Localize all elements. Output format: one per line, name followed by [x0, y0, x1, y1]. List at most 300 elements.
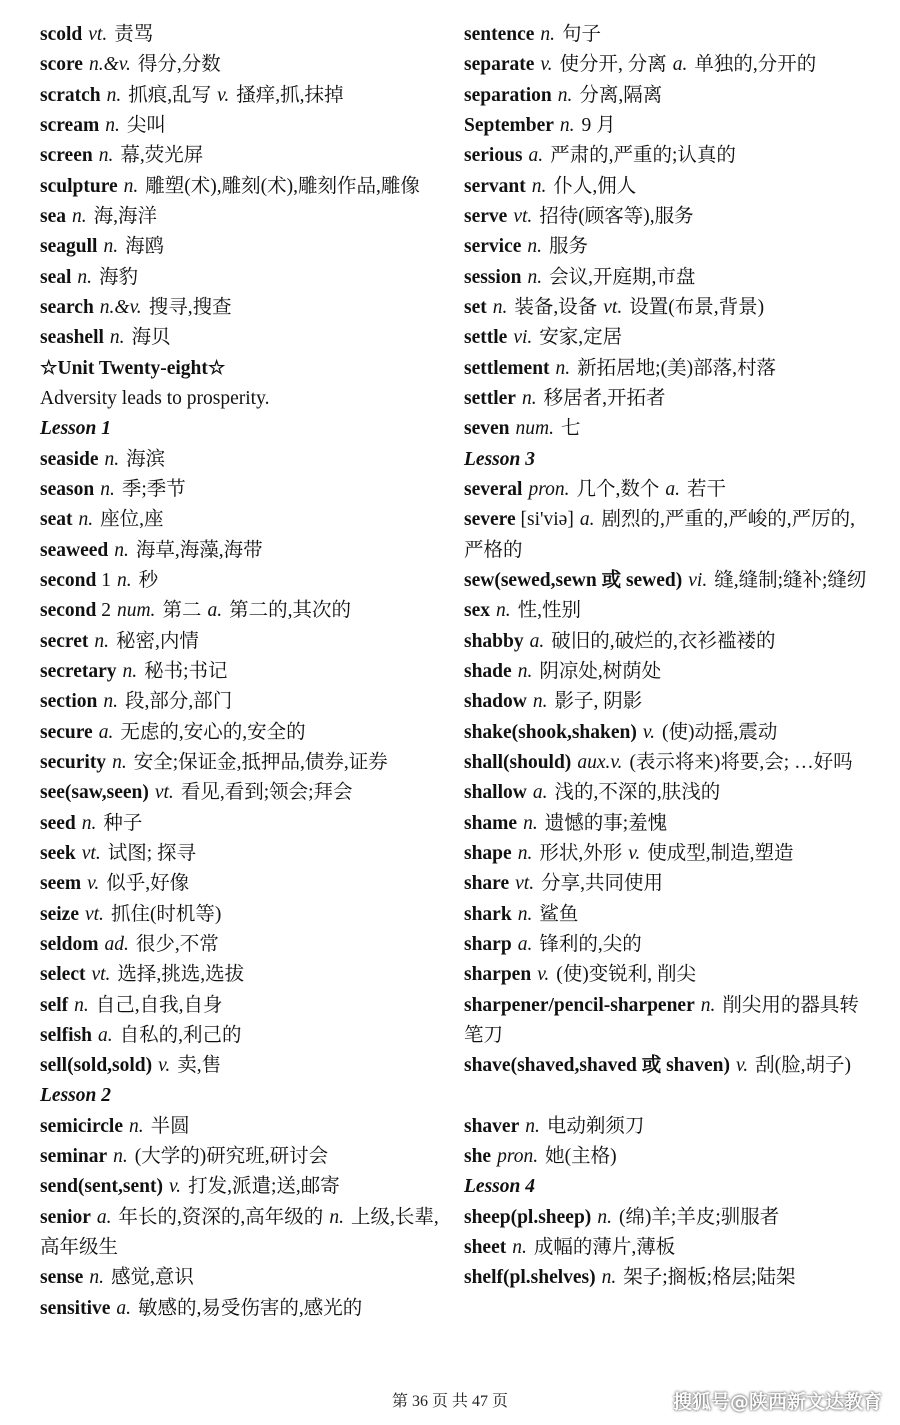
meaning: (绵)羊;羊皮;驯服者: [618, 1206, 780, 1228]
meaning: 抓住(时机等): [110, 903, 222, 925]
part-of-speech: a.: [207, 600, 223, 622]
meaning: 成幅的薄片,薄板: [533, 1237, 676, 1259]
vocab-entry: [40, 445, 440, 475]
vocab-word: seashell: [40, 327, 104, 349]
meaning: 几个,数个: [576, 478, 660, 500]
vocab-word: session: [464, 266, 522, 288]
meaning: 雕塑(术),雕刻(术),雕刻作品,雕像: [145, 175, 420, 197]
meaning: 上级,长辈,高年级生: [40, 1206, 439, 1259]
part-of-speech: v.: [736, 1055, 749, 1077]
watermark: 搜狐号@陕西新文达教育: [672, 1391, 882, 1413]
meaning: 鲨鱼: [539, 903, 579, 925]
part-of-speech: n.: [601, 1267, 617, 1289]
vocab-entry: [464, 50, 874, 80]
vocab-word: settler: [464, 387, 516, 409]
part-of-speech: vt.: [603, 296, 623, 318]
meaning: 秘密,内情: [115, 630, 199, 652]
part-of-speech: n.: [98, 145, 114, 167]
vocab-word: seed: [40, 812, 76, 834]
vocab-word: serious: [464, 145, 523, 167]
part-of-speech: a.: [517, 933, 533, 955]
meaning: 海,海洋: [93, 205, 158, 227]
vocab-entry: [40, 323, 440, 353]
vocab-entry: [464, 869, 874, 899]
meaning: 搜寻,搜查: [148, 296, 232, 318]
vocab-entry: [464, 232, 874, 262]
vocab-entry: [464, 141, 874, 171]
vocab-entry: [464, 778, 874, 808]
meaning: 句子: [562, 24, 602, 45]
meaning: 似乎,好像: [106, 873, 190, 895]
vocab-entry: [464, 1051, 874, 1081]
part-of-speech: n.: [523, 812, 538, 834]
vocab-word: sell(sold,sold): [40, 1055, 153, 1077]
part-of-speech: vt.: [88, 24, 108, 45]
meaning: 招待(顾客等),服务: [539, 205, 694, 227]
vocab-word: seal: [40, 266, 72, 288]
meaning: 形状,外形: [539, 842, 623, 864]
sense-number: 2: [101, 600, 111, 622]
part-of-speech: n.: [700, 994, 716, 1016]
part-of-speech: ad.: [104, 933, 129, 955]
vocab-entry: [464, 1203, 874, 1233]
blank-line: [464, 1081, 874, 1111]
vocab-entry: [40, 596, 440, 626]
vocab-word: sea: [40, 205, 66, 227]
part-of-speech: v.: [642, 721, 655, 743]
meaning: 刮(脸,胡子): [755, 1055, 851, 1077]
vocab-word: sharp: [464, 933, 512, 955]
meaning: 破旧的,破烂的,衣衫褴褛的: [551, 630, 776, 652]
vocab-entry: [40, 1051, 440, 1081]
meaning: 影子, 阴影: [554, 691, 643, 713]
vocab-entry: [464, 20, 874, 50]
part-of-speech: n.: [122, 660, 138, 682]
meaning: 海草,海藻,海带: [135, 539, 263, 561]
part-of-speech: n.: [113, 1146, 128, 1168]
part-of-speech: vi.: [688, 569, 708, 591]
vocab-word: screen: [40, 145, 93, 167]
meaning: 第二的,其次的: [229, 600, 351, 622]
part-of-speech: a.: [672, 54, 688, 76]
meaning: 服务: [549, 236, 589, 258]
vocab-entry: [464, 202, 874, 232]
meaning: 会议,开庭期,市盘: [549, 266, 696, 288]
vocab-entry: [464, 960, 874, 990]
vocab-entry: [40, 141, 440, 171]
part-of-speech: n.: [532, 691, 548, 713]
meaning: 设置(布景,背景): [629, 296, 765, 318]
meaning: 段,部分,部门: [125, 691, 233, 713]
vocab-entry: [40, 960, 440, 990]
meaning: 种子: [103, 812, 143, 834]
meaning: 海滨: [126, 448, 166, 470]
part-of-speech: v.: [168, 1176, 182, 1198]
part-of-speech: n.: [525, 1115, 540, 1137]
vocab-word: set: [464, 296, 487, 318]
meaning: (大学的)研究班,研讨会: [134, 1146, 329, 1168]
part-of-speech: n.: [512, 1237, 527, 1259]
part-of-speech: n.: [105, 114, 120, 136]
meaning: 使成型,制造,塑造: [647, 842, 794, 864]
part-of-speech: n.: [559, 114, 575, 136]
vocab-entry: [464, 809, 874, 839]
part-of-speech: a.: [528, 145, 544, 167]
vocab-word: service: [464, 236, 522, 258]
vocab-entry: [40, 81, 440, 111]
vocab-entry: [40, 718, 440, 748]
part-of-speech: pron.: [528, 478, 570, 500]
vocab-word: serve: [464, 205, 508, 227]
part-of-speech: n.: [517, 903, 533, 925]
vocab-entry: [464, 81, 874, 111]
vocab-word: shelf(pl.shelves): [464, 1267, 596, 1289]
meaning: 仆人,佣人: [553, 175, 637, 197]
vocab-entry: [464, 323, 874, 353]
vocab-entry: [40, 172, 440, 202]
meaning: 无虑的,安心的,安全的: [120, 721, 306, 743]
vocab-word: shallow: [464, 782, 527, 804]
meaning: 安家,定居: [539, 327, 623, 349]
meaning: 卖,售: [177, 1055, 222, 1077]
part-of-speech: v.: [217, 84, 230, 106]
vocab-word: shark: [464, 903, 512, 925]
vocab-word: semicircle: [40, 1115, 124, 1137]
vocab-entry: [40, 1172, 440, 1202]
vocab-word: scream: [40, 114, 100, 136]
meaning: 选择,挑选,选拔: [117, 964, 245, 986]
vocab-word: sense: [40, 1267, 84, 1289]
part-of-speech: vi.: [513, 327, 533, 349]
part-of-speech: n.&v.: [88, 54, 131, 76]
vocab-entry: [40, 657, 440, 687]
part-of-speech: vt.: [154, 782, 174, 804]
vocab-entry: [40, 1263, 440, 1293]
vocab-entry: [464, 991, 874, 1052]
part-of-speech: v.: [540, 54, 553, 76]
meaning: 9 月: [581, 114, 616, 136]
part-of-speech: n.: [527, 266, 543, 288]
vocab-word: seat: [40, 509, 73, 531]
motto-text: Adversity leads to prosperity.: [40, 387, 270, 409]
vocab-word: shabby: [464, 630, 524, 652]
part-of-speech: v.: [628, 842, 641, 864]
vocab-word: search: [40, 296, 94, 318]
vocab-word: shade: [464, 660, 512, 682]
meaning: 分享,共同使用: [541, 873, 663, 895]
vocab-entry: [464, 263, 874, 293]
part-of-speech: vt.: [81, 842, 101, 864]
vocab-word: separation: [464, 84, 552, 106]
vocab-word: seem: [40, 873, 82, 895]
vocab-entry: [40, 475, 440, 505]
vocab-entry: [464, 414, 874, 444]
part-of-speech: n.: [94, 630, 109, 652]
meaning: 感觉,意识: [110, 1267, 194, 1289]
meaning: 幕,荧光屏: [120, 145, 204, 167]
meaning: 秒: [138, 569, 159, 591]
vocab-word: settle: [464, 327, 508, 349]
part-of-speech: n.: [81, 812, 97, 834]
vocab-entry: [464, 1112, 874, 1142]
part-of-speech: a.: [529, 630, 545, 652]
vocab-word: scratch: [40, 84, 101, 106]
part-of-speech: n.: [109, 327, 125, 349]
meaning: 她(主格): [545, 1146, 617, 1168]
vocab-word: shaver: [464, 1115, 520, 1137]
meaning: 秘书;书记: [144, 660, 228, 682]
part-of-speech: n.: [89, 1267, 104, 1289]
part-of-speech: n.&v.: [99, 296, 142, 318]
vocab-entry: [40, 1112, 440, 1142]
part-of-speech: v.: [537, 964, 550, 986]
vocab-entry: [40, 1021, 440, 1051]
vocab-entry: [464, 718, 874, 748]
part-of-speech: n.: [103, 691, 119, 713]
vocab-word: section: [40, 691, 98, 713]
part-of-speech: a.: [579, 509, 595, 531]
vocab-entry: [464, 748, 874, 778]
vocab-word: security: [40, 751, 107, 773]
meaning: 缝,缝制;缝补;缝纫: [714, 569, 867, 591]
lesson-heading: Lesson 4: [464, 1176, 535, 1198]
vocab-word: see(saw,seen): [40, 782, 149, 804]
vocab-entry: [40, 20, 440, 50]
vocab-entry: [40, 536, 440, 566]
vocab-entry: [464, 172, 874, 202]
vocab-word: seaside: [40, 448, 99, 470]
lesson-heading: Lesson 3: [464, 448, 535, 470]
part-of-speech: vt.: [513, 205, 533, 227]
meaning: 季;季节: [121, 478, 186, 500]
vocab-word: servant: [464, 175, 526, 197]
part-of-speech: n.: [527, 236, 543, 258]
meaning: 新拓居地;(美)部落,村落: [577, 357, 776, 379]
vocab-entry: [40, 687, 440, 717]
meaning: 看见,看到;领会;拜会: [180, 782, 353, 804]
part-of-speech: n.: [72, 205, 87, 227]
vocab-word: sheep(pl.sheep): [464, 1206, 592, 1228]
phonetic: [si'viə]: [520, 509, 574, 531]
part-of-speech: n.: [123, 175, 139, 197]
meaning: 年长的,资深的,高年级的: [118, 1206, 324, 1228]
vocab-entry: [464, 687, 874, 717]
vocab-word: sensitive: [40, 1297, 111, 1319]
meaning: 自私的,利己的: [119, 1024, 242, 1046]
vocab-word: send(sent,sent): [40, 1176, 163, 1198]
part-of-speech: n.: [116, 569, 132, 591]
vocab-entry: [40, 930, 440, 960]
vocab-entry: [464, 505, 874, 566]
vocab-word: seven: [464, 418, 510, 440]
lesson-heading: Lesson 1: [40, 418, 111, 440]
vocab-word: settlement: [464, 357, 550, 379]
vocab-word: September: [464, 114, 554, 136]
sense-number: 1: [101, 569, 111, 591]
vocab-word: severe: [464, 509, 516, 531]
part-of-speech: n.: [597, 1206, 612, 1228]
vocab-word: seaweed: [40, 539, 109, 561]
vocab-word: shave(shaved,shaved 或 shaven): [464, 1055, 731, 1077]
part-of-speech: n.: [103, 236, 119, 258]
part-of-speech: pron.: [497, 1146, 539, 1168]
part-of-speech: n.: [531, 175, 547, 197]
vocab-entry: [464, 657, 874, 687]
vocab-entry: [40, 627, 440, 657]
meaning: (使)变锐利, 削尖: [556, 964, 697, 986]
meaning: 抓痕,乱写: [128, 84, 212, 106]
part-of-speech: vt.: [515, 873, 535, 895]
part-of-speech: n.: [78, 509, 94, 531]
vocab-entry: [40, 809, 440, 839]
vocab-entry: [464, 293, 874, 323]
meaning: 搔痒,抓,抹掉: [236, 84, 344, 106]
vocab-entry: [40, 202, 440, 232]
part-of-speech: n.: [521, 387, 537, 409]
meaning: 试图; 探寻: [107, 842, 196, 864]
part-of-speech: a.: [665, 478, 680, 500]
vocab-entry: [464, 354, 874, 384]
vocab-entry: [40, 566, 440, 596]
vocab-entry: [464, 384, 874, 414]
left-column: [40, 20, 440, 1324]
vocab-entry: [40, 111, 440, 141]
vocab-word: she: [464, 1146, 492, 1168]
meaning: 安全;保证金,抵押品,债券,证券: [133, 751, 388, 773]
part-of-speech: n.: [112, 751, 127, 773]
vocab-entry: [40, 869, 440, 899]
vocab-word: shall(should): [464, 751, 572, 773]
part-of-speech: v.: [158, 1055, 171, 1077]
part-of-speech: n.: [129, 1115, 144, 1137]
vocab-word: sex: [464, 600, 490, 622]
meaning: 自己,自我,自身: [95, 994, 223, 1016]
vocab-word: sharpen: [464, 964, 532, 986]
vocab-entry: [40, 1142, 440, 1172]
part-of-speech: a.: [98, 1024, 113, 1046]
vocab-entry: [40, 50, 440, 80]
vocab-word: seldom: [40, 933, 99, 955]
vocab-entry: [464, 566, 874, 596]
part-of-speech: num.: [116, 600, 156, 622]
meaning: 移居者,开拓者: [543, 387, 666, 409]
vocab-entry: [40, 991, 440, 1021]
vocab-word: scold: [40, 24, 83, 45]
meaning: 敏感的,易受伤害的,感光的: [138, 1297, 363, 1319]
meaning: 海鸥: [125, 236, 165, 258]
part-of-speech: n.: [492, 296, 508, 318]
part-of-speech: n.: [77, 266, 93, 288]
vocab-word: sharpener/pencil-sharpener: [464, 994, 695, 1016]
meaning: 很少,不常: [135, 933, 219, 955]
vocab-word: shape: [464, 842, 512, 864]
part-of-speech: n.: [517, 842, 533, 864]
vocab-word: secure: [40, 721, 93, 743]
vocab-entry: [464, 111, 874, 141]
vocab-entry: [40, 1294, 440, 1324]
vocab-word: second: [40, 600, 97, 622]
vocab-word: senior: [40, 1206, 91, 1228]
vocab-word: second: [40, 569, 97, 591]
vocab-word: sentence: [464, 24, 535, 45]
vocab-entry: [40, 1203, 440, 1264]
meaning: 浅的,不深的,肤浅的: [554, 782, 721, 804]
meaning: 打发,派遣;送,邮寄: [188, 1176, 340, 1198]
vocab-word: sew(sewed,sewn 或 sewed): [464, 569, 683, 591]
meaning: 阴凉处,树荫处: [539, 660, 662, 682]
meaning: (使)动摇,震动: [661, 721, 778, 743]
part-of-speech: n.: [106, 84, 122, 106]
vocab-word: seagull: [40, 236, 98, 258]
meaning: 第二: [162, 600, 202, 622]
meaning: 遗憾的事;羞愧: [544, 812, 668, 834]
part-of-speech: vt.: [84, 903, 104, 925]
meaning: 剧烈的,严重的,严峻的,严厉的,严格的: [464, 509, 855, 561]
meaning: 分离,隔离: [579, 84, 663, 106]
vocab-word: shake(shook,shaken): [464, 721, 637, 743]
meaning: 尖叫: [126, 114, 166, 136]
meaning: 严肃的,严重的;认真的: [550, 145, 736, 167]
vocab-word: several: [464, 478, 523, 500]
unit-heading: ☆Unit Twenty-eight☆: [40, 357, 226, 379]
vocab-word: score: [40, 54, 83, 76]
meaning: 七: [560, 418, 581, 440]
part-of-speech: n.: [104, 448, 120, 470]
vocab-entry: [464, 627, 874, 657]
part-of-speech: n.: [74, 994, 89, 1016]
vocab-entry: [40, 293, 440, 323]
part-of-speech: n.: [557, 84, 573, 106]
part-of-speech: a.: [116, 1297, 132, 1319]
vocab-entry: [464, 839, 874, 869]
vocab-word: seize: [40, 903, 79, 925]
vocab-word: secretary: [40, 660, 117, 682]
vocab-word: selfish: [40, 1024, 93, 1046]
meaning: 锋利的,尖的: [539, 933, 642, 955]
part-of-speech: a.: [532, 782, 548, 804]
part-of-speech: n.: [329, 1206, 344, 1228]
part-of-speech: n.: [555, 357, 571, 379]
meaning: 海贝: [131, 327, 171, 349]
part-of-speech: a.: [98, 721, 114, 743]
meaning: 装备,设备: [514, 296, 598, 318]
vocab-entry: [464, 475, 874, 505]
vocab-word: season: [40, 478, 95, 500]
vocab-word: separate: [464, 54, 535, 76]
meaning: 使分开, 分离: [559, 54, 667, 76]
meaning: 电动剃须刀: [546, 1115, 645, 1137]
part-of-speech: n.: [540, 24, 556, 45]
lesson-heading: Lesson 2: [40, 1085, 111, 1107]
part-of-speech: n.: [496, 600, 511, 622]
vocab-word: self: [40, 994, 69, 1016]
vocab-entry: [40, 778, 440, 808]
vocab-word: sculpture: [40, 175, 118, 197]
vocab-entry: [40, 900, 440, 930]
vocab-entry: [40, 263, 440, 293]
part-of-speech: n.: [114, 539, 129, 561]
vocab-word: seek: [40, 842, 76, 864]
vocab-word: select: [40, 964, 86, 986]
vocab-entry: [40, 839, 440, 869]
vocab-word: share: [464, 873, 510, 895]
meaning: 责骂: [114, 24, 154, 45]
vocab-entry: [464, 1233, 874, 1263]
vocab-entry: [464, 1142, 874, 1172]
part-of-speech: v.: [87, 873, 100, 895]
vocab-entry: [40, 505, 440, 535]
page-number: 第 36 页 共 47 页: [391, 1393, 508, 1410]
